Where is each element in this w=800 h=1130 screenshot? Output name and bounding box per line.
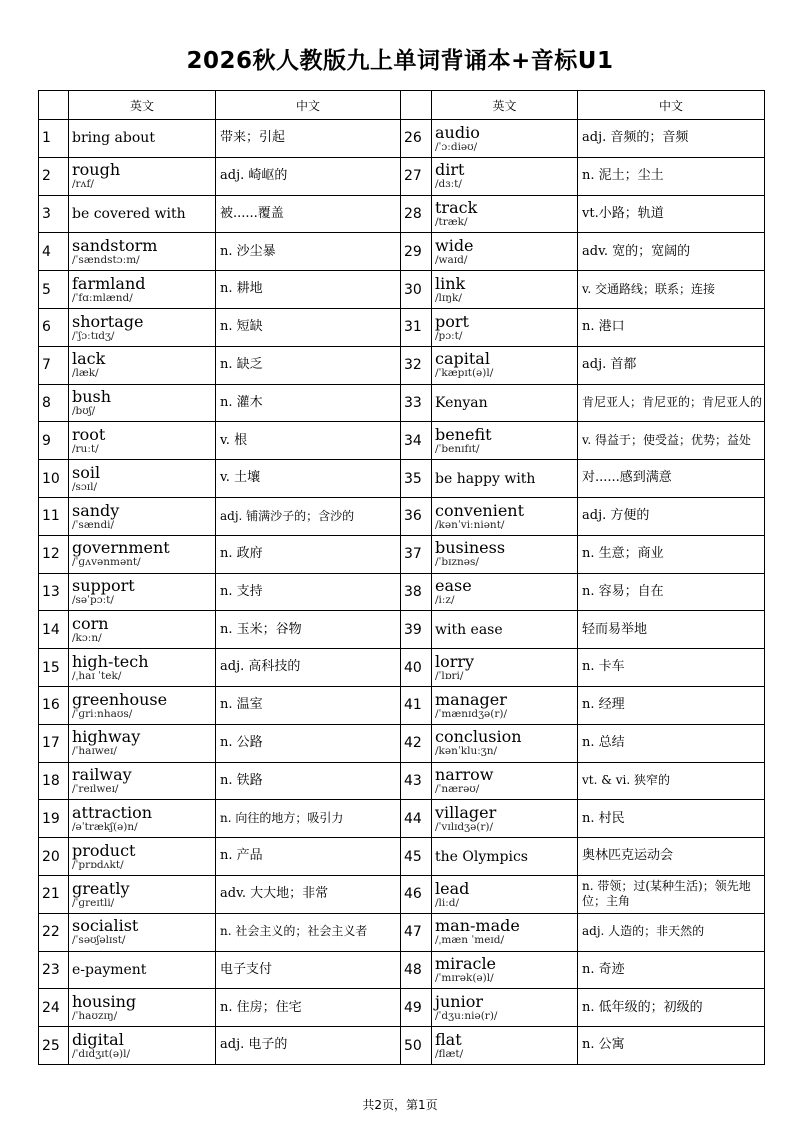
entry-chinese: n. 村民 bbox=[578, 800, 765, 838]
entry-english bbox=[69, 346, 216, 384]
table-row bbox=[39, 686, 765, 724]
entry-number: 28 bbox=[401, 195, 432, 233]
entry-phonetic: /kənˈkluːʒn/ bbox=[435, 745, 498, 758]
entry-number: 36 bbox=[401, 497, 432, 535]
entry-word: audio bbox=[435, 122, 480, 142]
entry-english bbox=[432, 157, 578, 195]
entry-word: capital bbox=[435, 349, 490, 369]
entry-number: 21 bbox=[39, 875, 69, 913]
table-row bbox=[39, 384, 765, 422]
entry-chinese: adj. 高科技的 bbox=[216, 649, 401, 687]
entry-number: 19 bbox=[39, 800, 69, 838]
entry-chinese: adj. 首都 bbox=[578, 346, 765, 384]
entry-chinese: n. 生意；商业 bbox=[578, 535, 765, 573]
entry-english bbox=[69, 913, 216, 951]
entry-chinese: n. 容易；自在 bbox=[578, 573, 765, 611]
entry-number: 34 bbox=[401, 422, 432, 460]
entry-word: high-tech bbox=[72, 651, 149, 671]
entry-number: 1 bbox=[39, 120, 69, 158]
entry-phonetic: /ˌhaɪ ˈtek/ bbox=[72, 669, 122, 682]
entry-chinese: n. 政府 bbox=[216, 535, 401, 573]
entry-number: 31 bbox=[401, 308, 432, 346]
entry-number: 37 bbox=[401, 535, 432, 573]
entry-english bbox=[432, 724, 578, 762]
entry-word: root bbox=[72, 425, 106, 445]
table-row bbox=[39, 951, 765, 989]
entry-english bbox=[69, 384, 216, 422]
entry-number: 4 bbox=[39, 233, 69, 271]
entry-number: 17 bbox=[39, 724, 69, 762]
table-row bbox=[39, 422, 765, 460]
vocab-body bbox=[39, 120, 765, 1065]
entry-number: 41 bbox=[401, 686, 432, 724]
entry-word: lead bbox=[435, 878, 470, 898]
entry-number: 29 bbox=[401, 233, 432, 271]
entry-english bbox=[69, 120, 216, 158]
entry-phonetic: /ˈmɪrək(ə)l/ bbox=[435, 972, 494, 985]
entry-word: track bbox=[435, 198, 478, 218]
entry-phonetic: /kənˈviːniənt/ bbox=[435, 518, 505, 531]
entry-english bbox=[69, 989, 216, 1027]
table-row bbox=[39, 762, 765, 800]
entry-number: 13 bbox=[39, 573, 69, 611]
entry-word: bush bbox=[72, 387, 112, 407]
table-row bbox=[39, 120, 765, 158]
entry-number: 45 bbox=[401, 838, 432, 876]
entry-chinese: n. 公寓 bbox=[578, 1027, 765, 1065]
entry-english bbox=[69, 649, 216, 687]
entry-word: junior bbox=[435, 991, 483, 1011]
entry-phonetic: /ˈdʒuːniə(r)/ bbox=[435, 1009, 498, 1022]
entry-english bbox=[432, 346, 578, 384]
entry-chinese: n. 短缺 bbox=[216, 308, 401, 346]
entry-word: greenhouse bbox=[72, 689, 168, 709]
entry-word: digital bbox=[72, 1029, 124, 1049]
entry-chinese: n. 支持 bbox=[216, 573, 401, 611]
entry-english bbox=[432, 762, 578, 800]
entry-phonetic: /flæt/ bbox=[435, 1047, 464, 1060]
entry-word: government bbox=[72, 538, 170, 558]
table-row bbox=[39, 724, 765, 762]
entry-word: be covered with bbox=[72, 205, 186, 222]
entry-number: 20 bbox=[39, 838, 69, 876]
entry-phonetic: /ruːt/ bbox=[72, 443, 99, 456]
entry-number: 12 bbox=[39, 535, 69, 573]
table-row bbox=[39, 157, 765, 195]
entry-chinese: n. 灌木 bbox=[216, 384, 401, 422]
entry-english bbox=[69, 233, 216, 271]
table-row bbox=[39, 346, 765, 384]
table-row bbox=[39, 611, 765, 649]
entry-number: 50 bbox=[401, 1027, 432, 1065]
entry-word: support bbox=[72, 576, 135, 596]
table-row bbox=[39, 460, 765, 498]
entry-chinese: adv. 大大地；非常 bbox=[216, 875, 401, 913]
entry-chinese: vt. & vi. 狭窄的 bbox=[578, 762, 765, 800]
entry-word: manager bbox=[435, 689, 507, 709]
entry-english bbox=[69, 573, 216, 611]
entry-number: 46 bbox=[401, 875, 432, 913]
entry-number: 42 bbox=[401, 724, 432, 762]
entry-chinese: n. 温室 bbox=[216, 686, 401, 724]
table-row bbox=[39, 1027, 765, 1065]
entry-english bbox=[432, 535, 578, 573]
entry-number: 43 bbox=[401, 762, 432, 800]
entry-word: attraction bbox=[72, 802, 153, 822]
table-row bbox=[39, 535, 765, 573]
entry-english bbox=[432, 951, 578, 989]
entry-english bbox=[69, 800, 216, 838]
entry-chinese: n. 奇迹 bbox=[578, 951, 765, 989]
entry-english bbox=[69, 875, 216, 913]
entry-phonetic: /ˈɡriːnhaʊs/ bbox=[72, 707, 133, 720]
entry-english bbox=[432, 497, 578, 535]
entry-phonetic: /ˈɔːdiəʊ/ bbox=[435, 140, 478, 153]
entry-chinese: n. 公路 bbox=[216, 724, 401, 762]
entry-chinese: n. 港口 bbox=[578, 308, 765, 346]
entry-english bbox=[432, 384, 578, 422]
entry-english bbox=[69, 1027, 216, 1065]
entry-chinese: n. 缺乏 bbox=[216, 346, 401, 384]
entry-chinese: n. 泥土；尘土 bbox=[578, 157, 765, 195]
entry-word: benefit bbox=[435, 425, 492, 445]
entry-english bbox=[432, 195, 578, 233]
entry-word: conclusion bbox=[435, 727, 522, 747]
table-row bbox=[39, 573, 765, 611]
entry-phonetic: /ˈmænɪdʒə(r)/ bbox=[435, 707, 507, 720]
entry-word: product bbox=[72, 840, 136, 860]
entry-phonetic: /ˈbenɪfɪt/ bbox=[435, 443, 480, 456]
entry-word: housing bbox=[72, 991, 137, 1011]
header-chinese-left: 中文 bbox=[216, 91, 401, 120]
table-row bbox=[39, 308, 765, 346]
page-title: 2026秋人教版九上单词背诵本+音标U1 bbox=[186, 48, 614, 74]
entry-word: the Olympics bbox=[435, 848, 528, 865]
entry-number: 8 bbox=[39, 384, 69, 422]
entry-number: 40 bbox=[401, 649, 432, 687]
entry-chinese: n. 带领；过(某种生活)；领先地位；主角 bbox=[578, 875, 765, 913]
entry-chinese: v. 土壤 bbox=[216, 460, 401, 498]
entry-english bbox=[432, 573, 578, 611]
entry-english bbox=[69, 271, 216, 309]
entry-word: convenient bbox=[435, 500, 525, 520]
entry-chinese: n. 总结 bbox=[578, 724, 765, 762]
entry-word: socialist bbox=[72, 916, 139, 936]
entry-chinese: n. 卡车 bbox=[578, 649, 765, 687]
entry-phonetic: /bʊʃ/ bbox=[72, 405, 96, 418]
entry-word: Kenyan bbox=[435, 394, 488, 411]
entry-word: sandy bbox=[72, 500, 120, 520]
entry-word: port bbox=[435, 311, 469, 331]
entry-word: link bbox=[435, 273, 466, 293]
table-row bbox=[39, 875, 765, 913]
entry-english bbox=[432, 611, 578, 649]
entry-number: 15 bbox=[39, 649, 69, 687]
entry-chinese: n. 低年级的；初级的 bbox=[578, 989, 765, 1027]
entry-english bbox=[69, 535, 216, 573]
entry-phonetic: /ˈfɑːmlænd/ bbox=[72, 291, 133, 304]
entry-english bbox=[432, 838, 578, 876]
page-footer: 共2页，第1页 bbox=[362, 1098, 438, 1112]
entry-english bbox=[432, 120, 578, 158]
entry-english bbox=[69, 422, 216, 460]
entry-word: shortage bbox=[72, 311, 144, 331]
entry-chinese: v. 交通路线；联系；连接 bbox=[578, 271, 765, 309]
table-row bbox=[39, 913, 765, 951]
entry-chinese: n. 经理 bbox=[578, 686, 765, 724]
entry-english bbox=[69, 195, 216, 233]
entry-chinese: adj. 电子的 bbox=[216, 1027, 401, 1065]
entry-phonetic: /rʌf/ bbox=[72, 178, 94, 191]
entry-english bbox=[69, 724, 216, 762]
table-row bbox=[39, 838, 765, 876]
entry-phonetic: /dɜːt/ bbox=[435, 178, 462, 191]
entry-phonetic: /læk/ bbox=[72, 367, 99, 380]
entry-english bbox=[432, 460, 578, 498]
entry-english bbox=[69, 686, 216, 724]
entry-word: be happy with bbox=[435, 470, 536, 487]
entry-word: dirt bbox=[435, 160, 465, 180]
entry-number: 32 bbox=[401, 346, 432, 384]
entry-phonetic: /ˈdɪdʒɪt(ə)l/ bbox=[72, 1047, 131, 1060]
entry-phonetic: /liːd/ bbox=[435, 896, 460, 909]
entry-phonetic: /lɪŋk/ bbox=[435, 291, 462, 304]
entry-english bbox=[69, 951, 216, 989]
entry-chinese: 电子支付 bbox=[216, 951, 401, 989]
entry-number: 33 bbox=[401, 384, 432, 422]
header-english-left: 英文 bbox=[69, 91, 216, 120]
entry-chinese: n. 耕地 bbox=[216, 271, 401, 309]
entry-phonetic: /ˈhaʊzɪŋ/ bbox=[72, 1009, 118, 1022]
entry-phonetic: /kɔːn/ bbox=[72, 632, 102, 644]
table-row bbox=[39, 271, 765, 309]
entry-number: 10 bbox=[39, 460, 69, 498]
entry-chinese: vt.小路；轨道 bbox=[578, 195, 765, 233]
entry-number: 9 bbox=[39, 422, 69, 460]
entry-phonetic: /ˈbɪznəs/ bbox=[435, 556, 479, 569]
entry-word: narrow bbox=[435, 765, 494, 785]
entry-english bbox=[432, 800, 578, 838]
entry-phonetic: /ˈvɪlɪdʒə(r)/ bbox=[435, 820, 494, 833]
entry-chinese: 被......覆盖 bbox=[216, 195, 401, 233]
entry-phonetic: /ˈʃɔːtɪdʒ/ bbox=[72, 329, 115, 342]
entry-phonetic: /əˈtrækʃ(ə)n/ bbox=[72, 820, 138, 833]
entry-english bbox=[432, 271, 578, 309]
entry-number: 27 bbox=[401, 157, 432, 195]
entry-word: lorry bbox=[435, 651, 475, 671]
entry-word: with ease bbox=[435, 621, 503, 638]
entry-number: 3 bbox=[39, 195, 69, 233]
entry-number: 30 bbox=[401, 271, 432, 309]
entry-number: 47 bbox=[401, 913, 432, 951]
table-row bbox=[39, 233, 765, 271]
entry-number: 14 bbox=[39, 611, 69, 649]
entry-chinese: n. 住房；住宅 bbox=[216, 989, 401, 1027]
entry-number: 35 bbox=[401, 460, 432, 498]
entry-english bbox=[69, 611, 216, 649]
entry-phonetic: /ˈsændstɔːm/ bbox=[72, 254, 140, 267]
entry-phonetic: /ˈnærəʊ/ bbox=[435, 783, 480, 796]
entry-chinese: 奥林匹克运动会 bbox=[578, 838, 765, 876]
entry-number: 44 bbox=[401, 800, 432, 838]
entry-word: lack bbox=[72, 349, 106, 369]
entry-word: man-made bbox=[435, 916, 520, 936]
header-chinese-right: 中文 bbox=[578, 91, 765, 120]
table-row bbox=[39, 195, 765, 233]
entry-number: 24 bbox=[39, 989, 69, 1027]
entry-chinese: adv. 宽的；宽阔的 bbox=[578, 233, 765, 271]
entry-word: ease bbox=[435, 576, 472, 596]
entry-word: e-payment bbox=[72, 961, 147, 978]
entry-phonetic: /træk/ bbox=[435, 216, 468, 229]
entry-phonetic: /pɔːt/ bbox=[435, 329, 463, 342]
entry-word: rough bbox=[72, 160, 121, 180]
entry-phonetic: /ˌmæn ˈmeɪd/ bbox=[435, 934, 505, 947]
entry-chinese: n. 玉米；谷物 bbox=[216, 611, 401, 649]
entry-phonetic: /waɪd/ bbox=[435, 254, 468, 267]
entry-word: miracle bbox=[435, 954, 497, 974]
entry-chinese: 轻而易举地 bbox=[578, 611, 765, 649]
entry-english bbox=[432, 422, 578, 460]
entry-chinese: 肯尼亚人；肯尼亚的；肯尼亚人的 bbox=[578, 384, 765, 422]
entry-number: 23 bbox=[39, 951, 69, 989]
entry-chinese: 对......感到满意 bbox=[578, 460, 765, 498]
entry-word: business bbox=[435, 538, 506, 558]
entry-english bbox=[69, 157, 216, 195]
entry-word: corn bbox=[72, 614, 109, 633]
entry-word: soil bbox=[72, 462, 101, 482]
entry-word: greatly bbox=[72, 878, 130, 898]
entry-chinese: 带来；引起 bbox=[216, 120, 401, 158]
entry-word: flat bbox=[435, 1029, 462, 1049]
entry-number: 18 bbox=[39, 762, 69, 800]
entry-word: villager bbox=[435, 802, 497, 822]
entry-number: 39 bbox=[401, 611, 432, 649]
entry-english bbox=[69, 838, 216, 876]
entry-english bbox=[432, 1027, 578, 1065]
entry-word: sandstorm bbox=[72, 236, 158, 256]
entry-chinese: n. 沙尘暴 bbox=[216, 233, 401, 271]
entry-number: 7 bbox=[39, 346, 69, 384]
entry-chinese: n. 向往的地方；吸引力 bbox=[216, 800, 401, 838]
entry-number: 22 bbox=[39, 913, 69, 951]
entry-english bbox=[69, 460, 216, 498]
table-row bbox=[39, 800, 765, 838]
entry-phonetic: /ˈsəʊʃəlɪst/ bbox=[72, 934, 126, 947]
entry-phonetic: /ˈreɪlweɪ/ bbox=[72, 783, 119, 796]
header-num-left bbox=[39, 91, 69, 120]
entry-chinese: n. 铁路 bbox=[216, 762, 401, 800]
entry-phonetic: /ˈprɒdʌkt/ bbox=[72, 858, 124, 871]
header-english-right: 英文 bbox=[432, 91, 578, 120]
entry-word: railway bbox=[72, 765, 132, 785]
entry-word: wide bbox=[435, 236, 474, 256]
entry-english bbox=[69, 762, 216, 800]
entry-phonetic: /sɔɪl/ bbox=[72, 480, 98, 493]
entry-number: 48 bbox=[401, 951, 432, 989]
entry-phonetic: /səˈpɔːt/ bbox=[72, 594, 114, 607]
entry-english bbox=[432, 686, 578, 724]
entry-number: 49 bbox=[401, 989, 432, 1027]
entry-english bbox=[432, 308, 578, 346]
entry-chinese: n. 产品 bbox=[216, 838, 401, 876]
table-row bbox=[39, 497, 765, 535]
entry-number: 38 bbox=[401, 573, 432, 611]
entry-english bbox=[69, 308, 216, 346]
entry-chinese: adj. 铺满沙子的；含沙的 bbox=[216, 497, 401, 535]
entry-chinese: adj. 崎岖的 bbox=[216, 157, 401, 195]
entry-chinese: v. 根 bbox=[216, 422, 401, 460]
entry-word: farmland bbox=[72, 273, 146, 293]
entry-number: 11 bbox=[39, 497, 69, 535]
entry-english bbox=[432, 875, 578, 913]
entry-english bbox=[432, 989, 578, 1027]
entry-english bbox=[69, 497, 216, 535]
entry-english bbox=[432, 233, 578, 271]
entry-phonetic: /ˈlɒri/ bbox=[435, 669, 464, 682]
entry-english bbox=[432, 649, 578, 687]
entry-chinese: n. 社会主义的；社会主义者 bbox=[216, 913, 401, 951]
vocab-table bbox=[38, 90, 765, 1065]
entry-chinese: adj. 音频的；音频 bbox=[578, 120, 765, 158]
entry-phonetic: /ˈkæpɪt(ə)l/ bbox=[435, 367, 494, 380]
entry-number: 16 bbox=[39, 686, 69, 724]
entry-phonetic: /ˈɡreɪtli/ bbox=[72, 896, 115, 909]
entry-number: 2 bbox=[39, 157, 69, 195]
entry-number: 6 bbox=[39, 308, 69, 346]
table-row bbox=[39, 649, 765, 687]
header-num-right bbox=[401, 91, 432, 120]
entry-word: bring about bbox=[72, 130, 155, 147]
entry-chinese: adj. 人造的；非天然的 bbox=[578, 913, 765, 951]
entry-number: 26 bbox=[401, 120, 432, 158]
entry-number: 5 bbox=[39, 271, 69, 309]
entry-phonetic: /ˈhaɪweɪ/ bbox=[72, 745, 117, 758]
entry-chinese: v. 得益于；使受益；优势；益处 bbox=[578, 422, 765, 460]
entry-phonetic: /ˈɡʌvənmənt/ bbox=[72, 556, 141, 569]
table-row bbox=[39, 989, 765, 1027]
entry-word: highway bbox=[72, 727, 141, 747]
entry-english bbox=[432, 913, 578, 951]
entry-number: 25 bbox=[39, 1027, 69, 1065]
entry-phonetic: /ˈsændi/ bbox=[72, 518, 115, 531]
table-header-row bbox=[39, 91, 765, 120]
entry-phonetic: /iːz/ bbox=[435, 594, 455, 607]
entry-chinese: adj. 方便的 bbox=[578, 497, 765, 535]
